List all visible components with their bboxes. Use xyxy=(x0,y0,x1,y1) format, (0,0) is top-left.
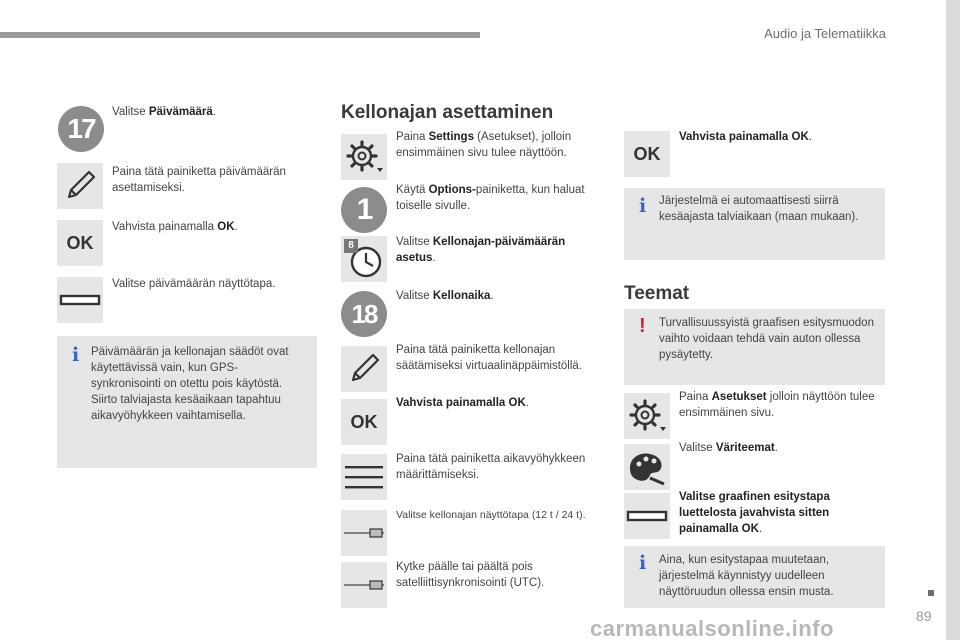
pencil-icon xyxy=(341,346,387,392)
gear-icon xyxy=(341,134,387,180)
ok-clock-text: Vahvista painamalla OK. xyxy=(396,397,529,409)
info-themes-text: Aina, kun esitystapaa muutetaan, järjestelmä käynnistyy uudelleen näyttöruudun ollessa ensin musta. xyxy=(659,554,834,598)
info-icon: i xyxy=(639,195,647,217)
color-themes-text: Valitse Väriteemat. xyxy=(679,442,778,454)
edit-date-text: Paina tätä painiketta päivämäärän asettamiseksi. xyxy=(112,166,286,194)
theme-list-button[interactable] xyxy=(624,493,670,539)
info-date-text: Päivämäärän ja kellonajan säädöt ovat käytettävissä vain, kun GPS-synkronisointi on otettu pois käytöstä. Siirto talviajasta kesäaikaan tapahtuu aikavyöhykkeen vaihtamisella. xyxy=(91,346,289,422)
pencil-icon xyxy=(57,163,103,209)
edit-clock-text: Paina tätä painiketta kellonajan säätämiseksi virtuaalinäppäimistöllä. xyxy=(396,344,582,372)
header-bar xyxy=(0,32,480,38)
ok-button-date[interactable]: OK xyxy=(57,220,103,266)
step-17-text: Valitse Päivämäärä. xyxy=(112,106,217,118)
settings-button-themes[interactable] xyxy=(624,393,670,439)
format-date-text: Valitse päivämäärän näyttötapa. xyxy=(112,278,276,290)
sync-toggle-button[interactable] xyxy=(341,562,387,608)
timezone-text: Paina tätä painiketta aikavyöhykkeen määrittämiseksi. xyxy=(396,453,586,481)
step-1-text: Käytä Options-painiketta, kun haluat toiselle sivulle. xyxy=(396,184,585,212)
clock-badge: 8 xyxy=(344,239,358,253)
ok-final-text: Vahvista painamalla OK. xyxy=(679,131,812,143)
timezone-button[interactable] xyxy=(341,454,387,500)
menu-list-icon xyxy=(341,454,387,500)
info-box-date xyxy=(57,336,317,468)
step-18-text: Valitse Kellonaika. xyxy=(396,290,494,302)
page-number: 89 xyxy=(916,608,932,624)
step-badge-18: 18 xyxy=(341,291,387,337)
warning-icon: ! xyxy=(639,315,646,337)
step-badge-17: 17 xyxy=(58,106,104,152)
info-icon: i xyxy=(72,344,80,366)
display-format-icon xyxy=(57,277,103,323)
info-icon: i xyxy=(639,552,647,574)
display-format-icon xyxy=(624,493,670,539)
ok-date-text: Vahvista painamalla OK. xyxy=(112,221,238,233)
themes-section-title: Teemat xyxy=(624,283,690,304)
clock-format-text: Valitse kellonajan näyttötapa (12 t / 24 t). xyxy=(396,509,586,521)
right-margin-strip xyxy=(946,0,960,640)
palette-icon xyxy=(624,444,670,490)
clock-settings-text: Valitse Kellonajan-päivämäärän asetus. xyxy=(396,236,566,264)
warning-box-themes xyxy=(624,309,885,385)
toggle-slider-icon xyxy=(341,510,387,556)
format-button-date[interactable] xyxy=(57,277,103,323)
info-box-themes xyxy=(624,546,885,608)
color-themes-button[interactable] xyxy=(624,444,670,490)
warning-themes-text: Turvallisuussyistä graafisen esitysmuodon vaihto voidaan tehdä vain auton ollessa pysäytetty. xyxy=(659,317,874,361)
edit-button-date[interactable] xyxy=(57,163,103,209)
info-box-clock xyxy=(624,188,885,260)
watermark: carmanualsonline.info xyxy=(590,616,834,641)
ok-button-clock[interactable]: OK xyxy=(341,399,387,445)
clock-section-title: Kellonajan asettaminen xyxy=(341,102,554,123)
toggle-slider-icon xyxy=(341,562,387,608)
settings-clock-text: Paina Settings (Asetukset), jolloin ensimmäinen sivu tulee näyttöön. xyxy=(396,131,572,159)
step-badge-1: 1 xyxy=(341,187,387,233)
gear-icon xyxy=(624,393,670,439)
section-title: Audio ja Telematiikka xyxy=(764,26,886,41)
edit-button-clock[interactable] xyxy=(341,346,387,392)
clock-format-button[interactable] xyxy=(341,510,387,556)
end-marker xyxy=(928,590,934,596)
sync-text: Kytke päälle tai päältä pois satelliittisynkronisointi (UTC). xyxy=(396,561,545,589)
theme-list-text: Valitse graafinen esitystapa luettelosta javahvista sitten painamalla OK. xyxy=(679,491,830,535)
ok-button-final[interactable]: OK xyxy=(624,131,670,177)
settings-themes-text: Paina Asetukset jolloin näyttöön tulee ensimmäinen sivu. xyxy=(679,391,875,419)
info-clock-text: Järjestelmä ei automaattisesti siirrä kesäajasta talviaikaan (maan mukaan). xyxy=(659,195,859,223)
clock-settings-button[interactable] xyxy=(341,236,387,282)
settings-button-clock[interactable] xyxy=(341,134,387,180)
